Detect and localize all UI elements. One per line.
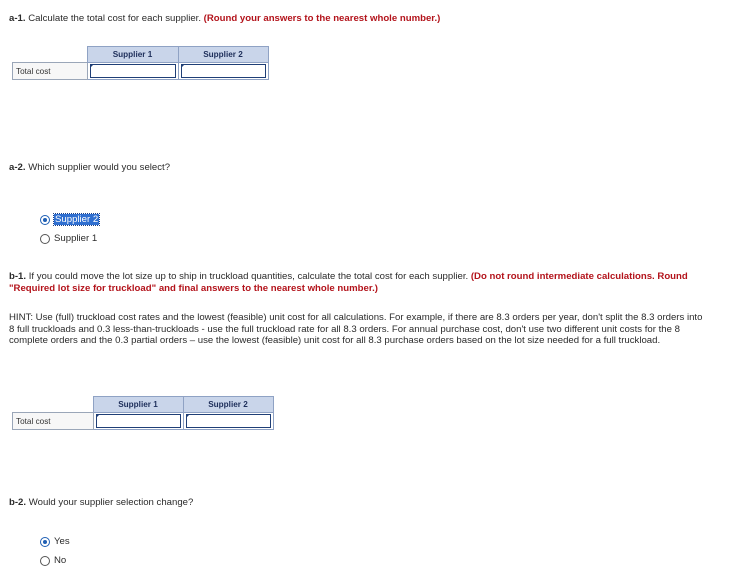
question-b1-note: (Do not round intermediate calculations. Round "Required lot size for truckload" and final answers to the nearest whole number.) xyxy=(9,271,688,294)
radio-option-yes[interactable] xyxy=(40,536,70,547)
column-header-supplier-1: Supplier 1 xyxy=(87,47,178,63)
question-a1 xyxy=(9,13,440,24)
hint-text: HINT: Use (full) truckload cost rates and the lowest (feasible) unit cost for all calculations. For example, if there are 8.3 orders per year, don't split the 8.3 orders into 8 full truckloads and 0.3 less-than-truckloads - use the full truckload rate for all 8.3 orders. For annual purchase cost, don't use two different unit costs for the 8 complete orders and the 0.3 partial orders – use the lowest (feasible) unit cost for all 8.3 purchase orders based on the lot size needed for a full truckload. xyxy=(9,312,703,347)
total-cost-supplier-1-input[interactable] xyxy=(90,64,176,78)
radio-option-no[interactable] xyxy=(40,555,66,566)
radio-selected-icon[interactable] xyxy=(40,215,50,225)
radio-option-supplier-2[interactable] xyxy=(40,214,99,225)
question-a2-label: a-2. xyxy=(9,162,26,173)
column-header-supplier-2: Supplier 2 xyxy=(183,397,273,413)
truckload-total-cost-supplier-1-input[interactable] xyxy=(96,414,181,428)
question-a2 xyxy=(9,162,170,173)
question-b1-text: If you could move the lot size up to ship in truckload quantities, calculate the total cost for each supplier. xyxy=(26,271,471,282)
question-a1-text: Calculate the total cost for each supplier. xyxy=(25,13,204,24)
radio-unselected-icon[interactable] xyxy=(40,234,50,244)
row-label-total-cost: Total cost xyxy=(13,413,94,430)
radio-label-yes: Yes xyxy=(54,536,70,547)
radio-label-no: No xyxy=(54,555,67,566)
table-b1 xyxy=(12,396,274,430)
radio-label-supplier-1: Supplier 1 xyxy=(54,233,98,244)
radio-unselected-icon[interactable] xyxy=(40,556,50,566)
column-header-supplier-2: Supplier 2 xyxy=(178,47,268,63)
column-header-supplier-1: Supplier 1 xyxy=(93,397,183,413)
question-b2 xyxy=(9,497,193,508)
table-a1 xyxy=(12,46,269,80)
question-b2-text: Would your supplier selection change? xyxy=(26,497,194,508)
truckload-total-cost-supplier-2-input[interactable] xyxy=(186,414,271,428)
row-label-total-cost: Total cost xyxy=(13,63,88,80)
total-cost-supplier-2-input[interactable] xyxy=(181,64,266,78)
radio-selected-icon[interactable] xyxy=(40,537,50,547)
cell-total-cost-supplier-2 xyxy=(178,63,268,80)
question-a1-note: (Round your answers to the nearest whole number.) xyxy=(203,13,441,24)
radio-label-supplier-2: Supplier 2 xyxy=(55,214,99,225)
question-a2-text: Which supplier would you select? xyxy=(25,162,171,173)
question-a1-label: a-1. xyxy=(9,13,26,24)
cell-truckload-total-cost-supplier-2 xyxy=(183,413,273,430)
radio-option-supplier-1[interactable] xyxy=(40,233,97,244)
cell-truckload-total-cost-supplier-1 xyxy=(93,413,183,430)
question-b1 xyxy=(9,271,709,294)
question-b1-label: b-1. xyxy=(9,271,27,282)
table-corner xyxy=(13,47,88,63)
cell-total-cost-supplier-1 xyxy=(87,63,178,80)
table-corner xyxy=(13,397,94,413)
question-b2-label: b-2. xyxy=(9,497,27,508)
